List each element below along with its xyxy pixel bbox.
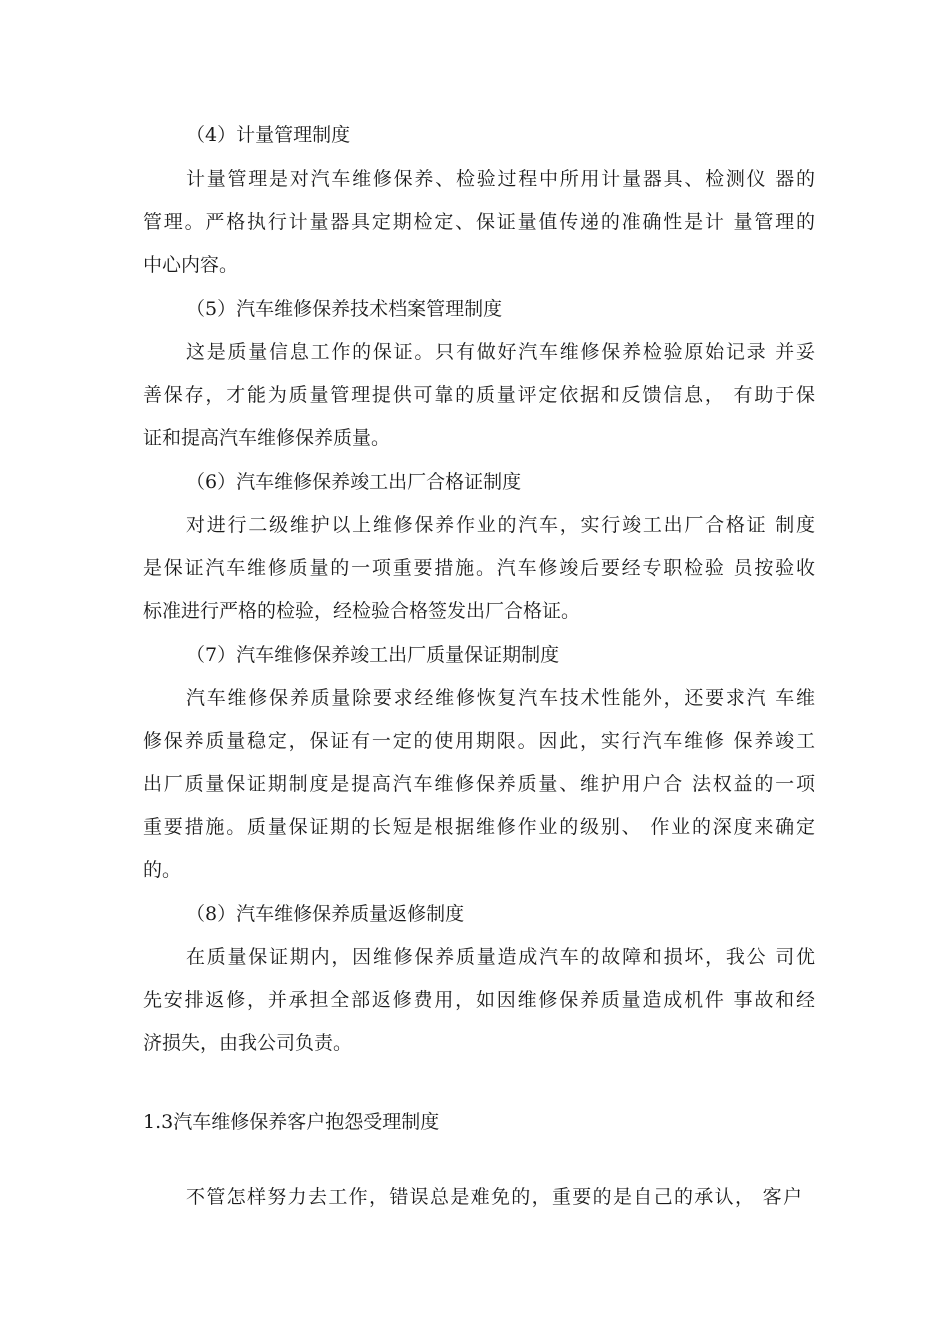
section-heading-7: （7）汽车维修保养竣工出厂质量保证期制度	[186, 644, 560, 666]
paragraph-line: 修保养质量稳定，保证有一定的使用期限。因此，实行汽车维修 保养竣工	[143, 730, 815, 752]
section-heading-6: （6）汽车维修保养竣工出厂合格证制度	[186, 471, 522, 493]
paragraph-line: 善保存，才能为质量管理提供可靠的质量评定依据和反馈信息， 有助于保	[143, 384, 815, 406]
paragraph-line: 管理。严格执行计量器具定期检定、保证量值传递的准确性是计 量管理的	[143, 211, 815, 233]
paragraph-line: 出厂质量保证期制度是提高汽车维修保养质量、维护用户合 法权益的一项	[143, 773, 815, 795]
section-heading-5: （5）汽车维修保养技术档案管理制度	[186, 298, 503, 320]
section-heading-4: （4）计量管理制度	[186, 124, 351, 146]
paragraph-line: 计量管理是对汽车维修保养、检验过程中所用计量器具、检测仪 器的	[186, 168, 815, 190]
paragraph-line: 对进行二级维护以上维修保养作业的汽车，实行竣工出厂合格证 制度	[186, 514, 815, 536]
paragraph-line: 汽车维修保养质量除要求经维修恢复汽车技术性能外，还要求汽 车维	[186, 687, 815, 709]
section-heading-8: （8）汽车维修保养质量返修制度	[186, 903, 465, 925]
paragraph-line: 这是质量信息工作的保证。只有做好汽车维修保养检验原始记录 并妥	[186, 341, 815, 363]
paragraph-line: 先安排返修，并承担全部返修费用，如因维修保养质量造成机件 事故和经	[143, 989, 815, 1011]
subsection-title: 1.3汽车维修保养客户抱怨受理制度	[143, 1111, 440, 1133]
paragraph-line: 在质量保证期内，因维修保养质量造成汽车的故障和损坏，我公 司优	[186, 946, 815, 968]
paragraph-line: 标准进行严格的检验，经检验合格签发出厂合格证。	[143, 600, 581, 622]
paragraph-line: 是保证汽车维修质量的一项重要措施。汽车修竣后要经专职检验 员按验收	[143, 557, 815, 579]
paragraph-line: 的。	[143, 859, 182, 881]
paragraph-line: 中心内容。	[143, 254, 239, 276]
paragraph-line: 济损失，由我公司负责。	[143, 1032, 353, 1054]
paragraph-line: 证和提高汽车维修保养质量。	[143, 427, 391, 449]
paragraph-line: 不管怎样努力去工作，错误总是难免的，重要的是自己的承认， 客户	[186, 1186, 802, 1208]
paragraph-line: 重要措施。质量保证期的长短是根据维修作业的级别、 作业的深度来确定	[143, 816, 815, 838]
